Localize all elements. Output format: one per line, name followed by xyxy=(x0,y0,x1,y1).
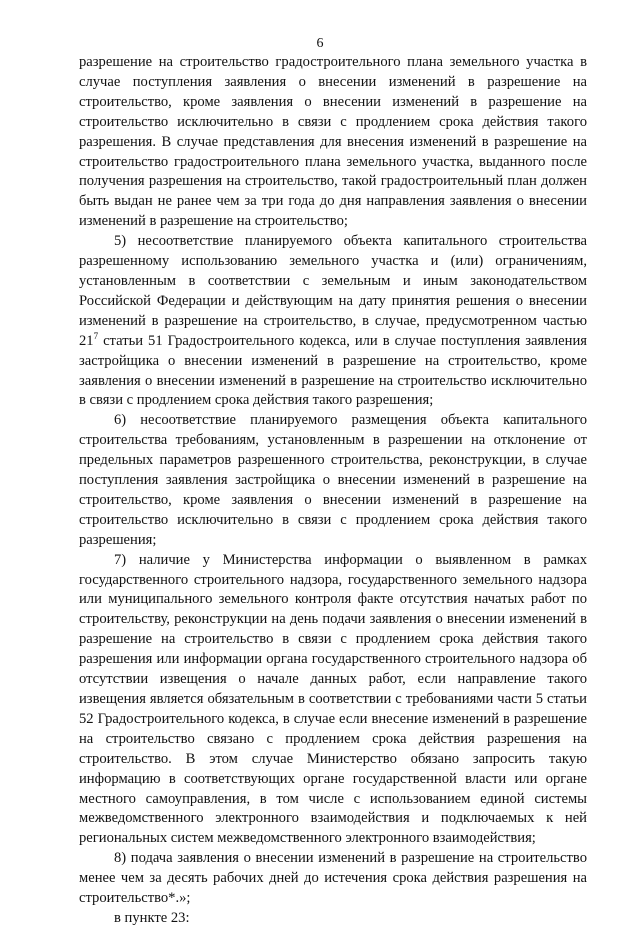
superscript-7: 7 xyxy=(93,330,99,341)
paragraph-item-5-text-start: 5) несоответствие планируемого объекта капитального строительства разрешенному использованию земельного участка и (или) ограничениям, установленным в соответствии с земельным и иным законодательством Российской Федерации и действующим на дату принятия решения о внесении изменений в разрешение на строительство, в случае, предусмотренном частью 21 xyxy=(79,233,587,349)
paragraph-item-6: 6) несоответствие планируемого размещения объекта капитального строительства требованиям, установленным в разрешении на отклонение от предельных параметров разрешенного строительства, реконструкции, в случае поступления заявления застройщика о внесении изменений в разрешение на строительство, кроме заявления о внесении изменений в разрешение на строительство исключительно в связи с продлением срока действия такого разрешения; xyxy=(79,412,587,548)
paragraph-continuation: разрешение на строительство градостроительного плана земельного участка в случае поступления заявления о внесении изменений в разрешение на строительство, кроме заявления о внесении изменений в разрешение на строительство исключительно в связи с продлением срока действия такого разрешения. В случае представления для внесения изменений в разрешение на строительство градостроительного плана земельного участка, выданного после получения разрешения на строительство, такой градостроительный план должен быть выдан не ранее чем за три года до дня направления заявления о внесении изменений в разрешение на строительство; xyxy=(79,54,587,230)
page-number: 6 xyxy=(316,36,324,51)
paragraph-item-7: 7) наличие у Министерства информации о выявленном в рамках государственного строительного надзора, государственного земельного надзора или муниципального земельного контроля факте отсутствия начатых работ по строительству, реконструкции на день подачи заявления о внесении изменений в разрешение на строительство в связи с продлением срока действия такого разрешения или информации органа государственного строительного надзора об отсутствии извещения о начале данных работ, если направление такого извещения является обязательным в соответствии с требованиями части 5 статьи 52 Градостроительного кодекса, в случае если внесение изменений в разрешение на строительство связано с продлением срока действия разрешения на строительство. В этом случае Министерство обязано запросить такую информацию в соответствующих органе государственной власти или органе местного самоуправления, в том числе с использованием единой системы межведомственного электронного взаимодействия и подключаемых к ней региональных систем межведомственного электронного взаимодействия; xyxy=(79,551,587,847)
paragraph-item-5-text-end: статьи 51 Градостроительного кодекса, или в случае поступления заявления застройщика о внесении изменений в разрешение на строительство, кроме заявления о внесении изменений в разрешение на строительство исключительно в связи с продлением срока действия такого разрешения; xyxy=(79,332,587,409)
paragraph-point-23: в пункте 23: xyxy=(114,909,190,926)
paragraph-item-8: 8) подача заявления о внесении изменений в разрешение на строительство менее чем за десять рабочих дней до истечения срока действия разрешения на строительство*.»; xyxy=(79,850,587,907)
paragraph-item-5 xyxy=(79,232,587,411)
document-body xyxy=(79,53,587,929)
